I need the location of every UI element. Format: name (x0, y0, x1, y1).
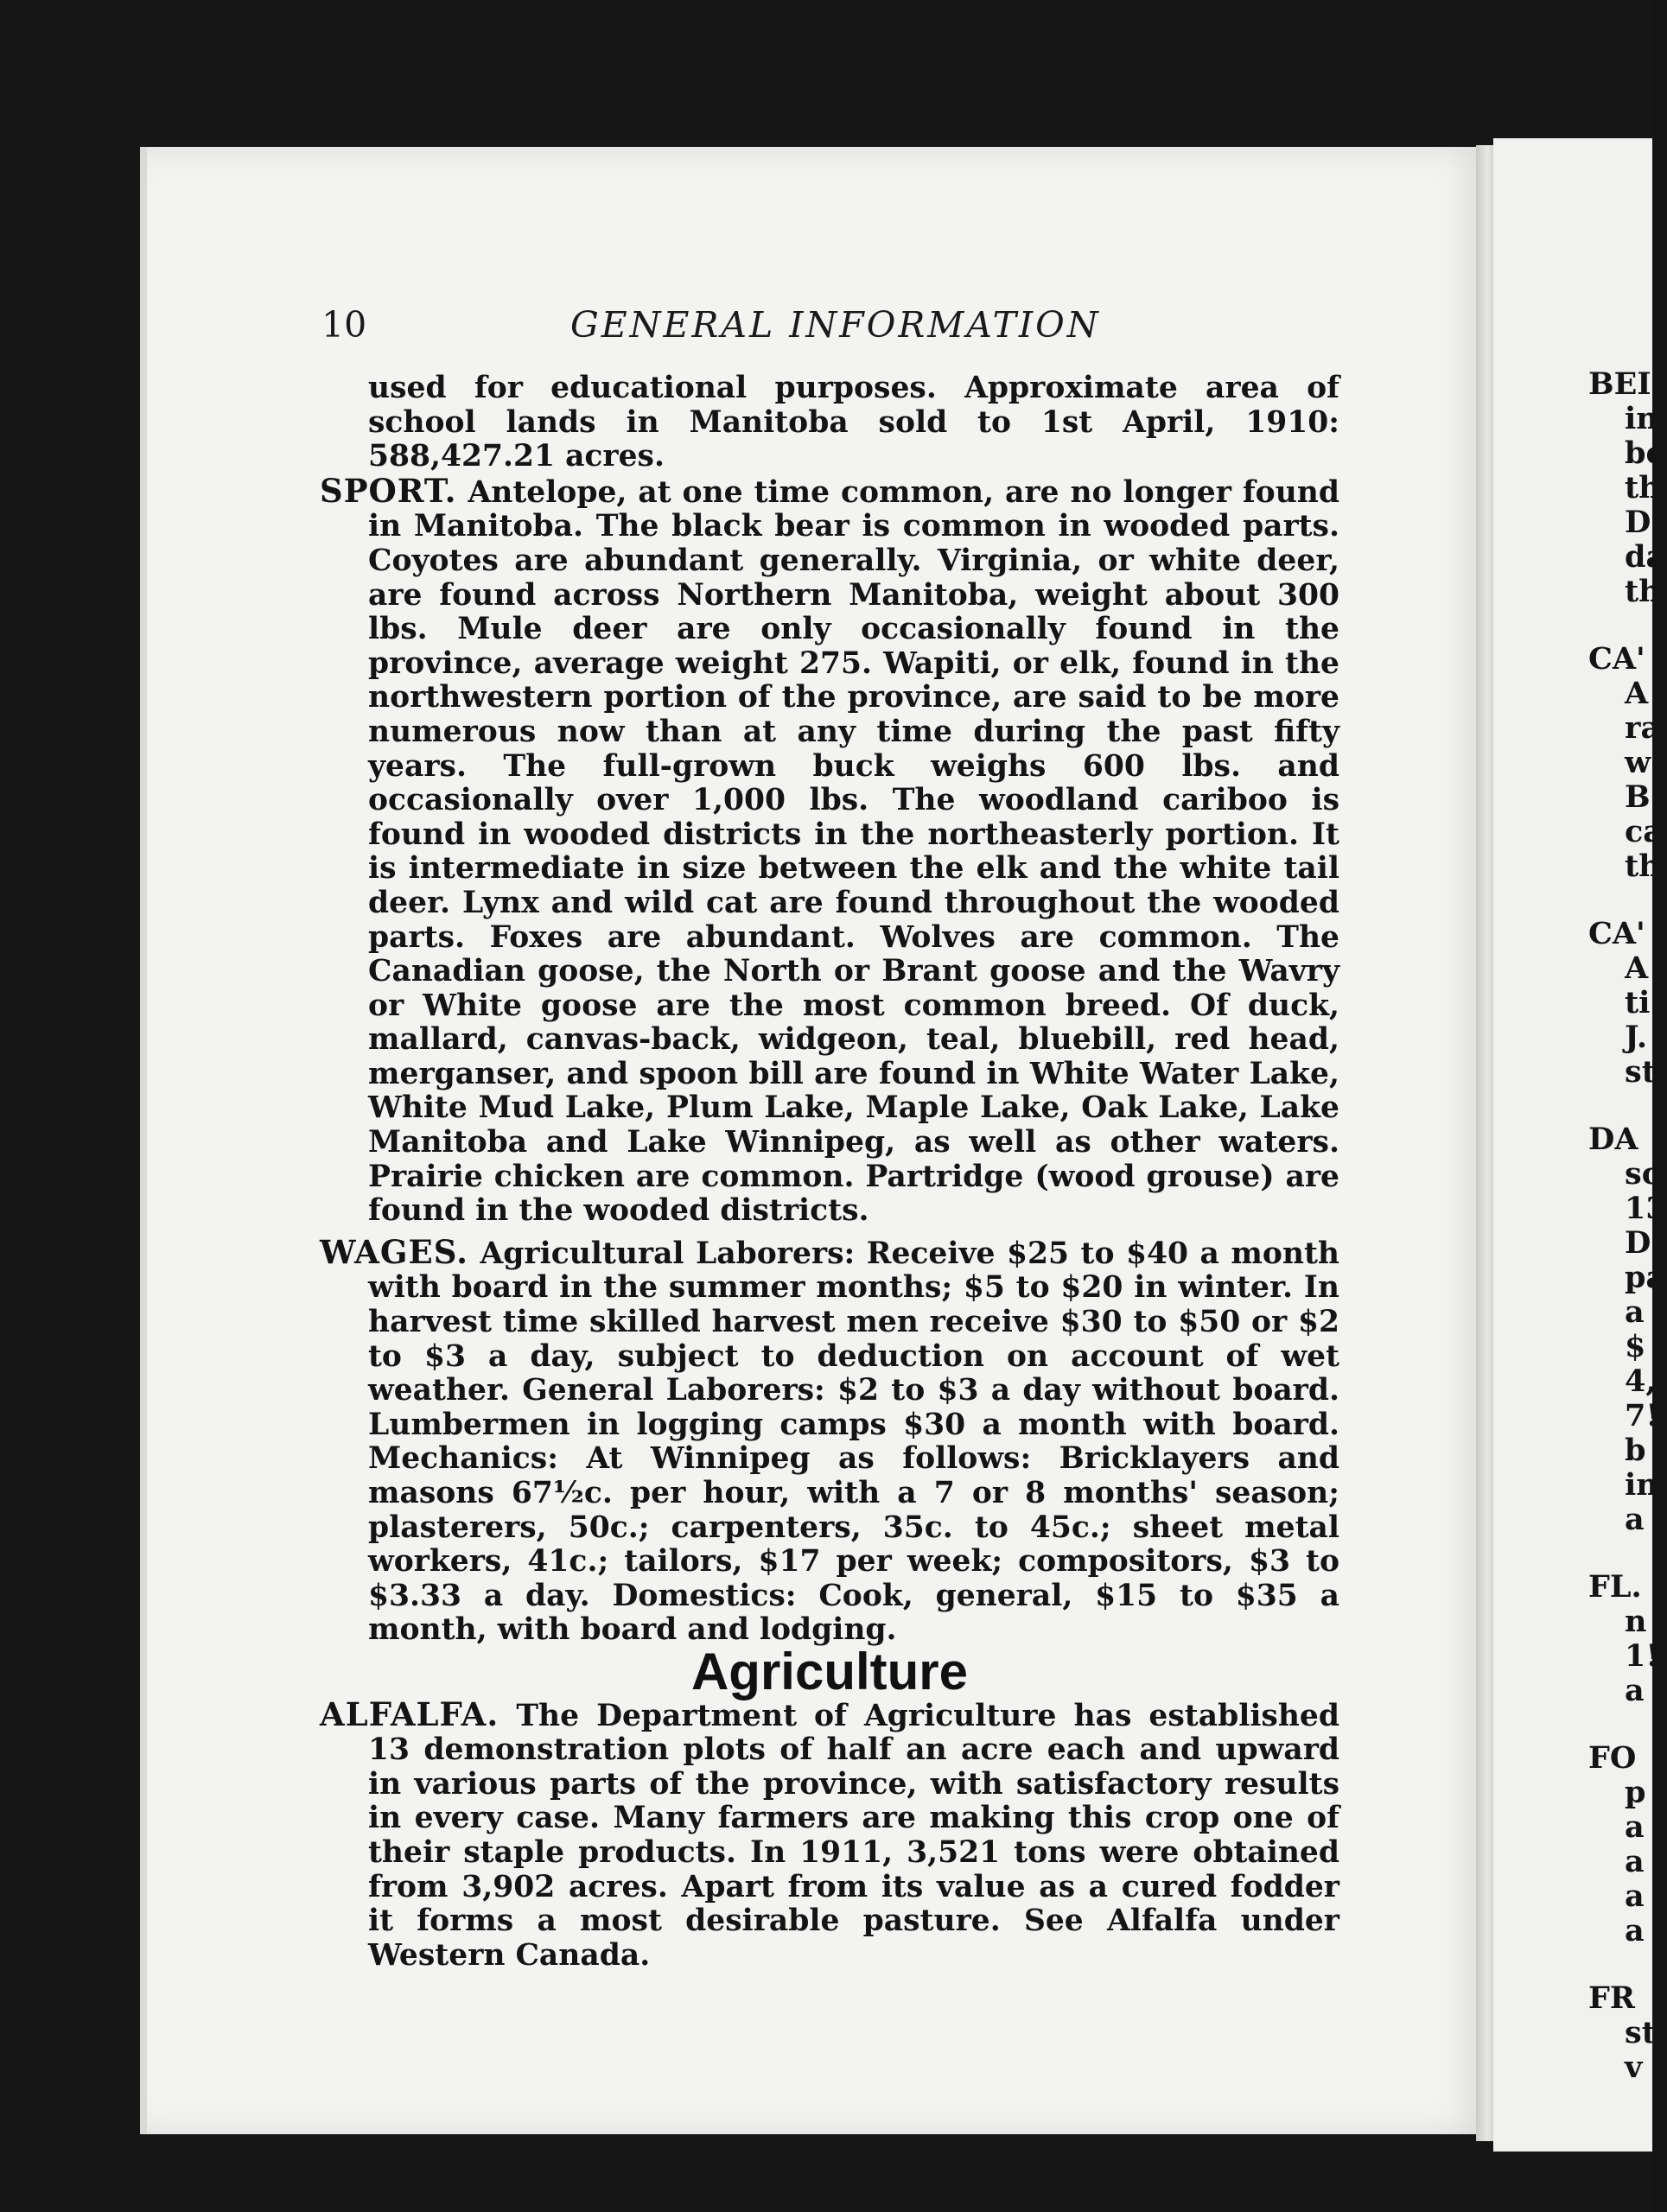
facing-fragment: D (1625, 505, 1651, 540)
facing-fragment: a (1625, 1913, 1645, 1948)
facing-fragment: a (1625, 1878, 1645, 1914)
page-number: 10 (321, 304, 367, 346)
sport-lead: SPORT. (320, 471, 457, 510)
sport-entry (320, 471, 1339, 1229)
domestics-text: Cook, general, $15 to $35 a month, with board and lodging. (368, 1578, 1340, 1648)
sport-text: Antelope, at one time common, are no longer found in Manitoba. The black bear is common in wooded parts. Coyotes are abundant generally. Virginia, or white deer, are found across Northern Manitoba, weight about 300 lbs. Mule deer are only occasionally found in the province, average weight 275. Wapiti, or elk, found in the northwestern portion of the province, are said to be more numerous now than at any time during the past fifty years. The full-grown buck weighs 600 lbs. and occasionally over 1,000 lbs. The woodland cariboo is found in wooded districts in the northeasterly portion. It is intermediate in size between the elk and the white tail deer. Lynx and wild cat are found throughout the wooded parts. Foxes are abundant. Wolves are common. The Canadian goose, the North or Brant goose and the Wavry or White goose are the most common breed. Of duck, mallard, canvas-back, widgeon, teal, bluebill, red head, merganser, and spoon bill are found in White Water Lake, White Mud Lake, Plum Lake, Maple Lake, Oak Lake, Lake Manitoba and Lake Winnipeg, as well as other waters. Prairie chicken are common. Partridge (wood grouse) are found in the wooded districts. (368, 474, 1339, 1229)
facing-fragment: B (1625, 779, 1651, 815)
facing-fragment: a (1625, 1502, 1645, 1537)
facing-fragment: da (1625, 539, 1666, 575)
facing-fragment: FO (1588, 1740, 1637, 1776)
facing-fragment: v (1625, 2050, 1643, 2085)
intro-paragraph (320, 372, 1339, 474)
facing-fragment: A (1625, 676, 1649, 711)
facing-fragment: A (1625, 950, 1649, 986)
facing-fragment: be (1625, 435, 1665, 471)
facing-fragment: BEI (1588, 366, 1651, 402)
page-header (311, 304, 1106, 356)
agri-laborers-text: Receive $25 to $40 a month with board in the summer months; $5 to $20 in winter. In harvest time skilled harvest men receive $30 to $50 or $2 to $3 a day, subject to deduction on account of wet weather. (368, 1236, 1340, 1408)
facing-fragment: 1! (1625, 1638, 1659, 1674)
facing-fragment: 13 (1625, 1191, 1667, 1226)
facing-fragment: n (1625, 1604, 1647, 1639)
general-laborers-label: General Laborers: (522, 1373, 825, 1408)
wages-lead: WAGES. (320, 1232, 468, 1271)
facing-fragment: CA' (1588, 916, 1645, 951)
facing-fragment: 4, (1625, 1363, 1657, 1399)
facing-fragment: st (1625, 1054, 1656, 1090)
lumbermen-label: Lumbermen (368, 1407, 570, 1442)
facing-fragment: st (1625, 2015, 1656, 2050)
facing-fragment: sc (1625, 1156, 1661, 1192)
facing-fragment: D (1625, 1225, 1651, 1261)
facing-fragment: ca (1625, 814, 1663, 849)
facing-fragment: a (1625, 1294, 1645, 1330)
wages-entry (320, 1232, 1340, 1648)
running-head: GENERAL INFORMATION (570, 304, 1101, 346)
facing-fragment: DA (1588, 1122, 1638, 1157)
facing-fragment: $ (1625, 1329, 1646, 1364)
facing-fragment: FR (1588, 1980, 1635, 2016)
facing-fragment: ra (1625, 710, 1661, 746)
alfalfa-lead: ALFALFA. (320, 1694, 499, 1733)
facing-fragment: CA' (1588, 641, 1645, 677)
facing-fragment: p (1625, 1775, 1646, 1810)
facing-fragment: w (1625, 745, 1651, 780)
page-body (320, 372, 1339, 1980)
agri-laborers-label: Agricultural Laborers: (480, 1236, 856, 1271)
mechanics-text: At Winnipeg as follows: Bricklayers and masons 67½c. per hour, with a 7 or 8 months' season; plasterers, 50c.; carpenters, 35c. to 45c.; sheet metal workers, 41c.; tailors, $17 per week; compositors, $3 to $3.33 a day. (368, 1441, 1340, 1613)
facing-fragment: 7! (1625, 1398, 1659, 1433)
facing-fragment: th (1625, 470, 1661, 505)
facing-fragment: a (1625, 1673, 1645, 1708)
facing-fragment: in (1625, 1467, 1658, 1503)
facing-fragment: pa (1625, 1260, 1666, 1295)
alfalfa-entry (320, 1694, 1340, 1974)
facing-fragment: a (1625, 1809, 1645, 1845)
facing-fragment: in (1625, 401, 1658, 436)
facing-fragment: ti (1625, 985, 1651, 1020)
intro-line-2: lands in Manitoba sold to 1st April, 1910: 588,427.21 acres. (368, 404, 1339, 474)
facing-fragment: a (1625, 1844, 1645, 1879)
domestics-label: Domestics: (612, 1578, 797, 1613)
facing-fragment: th (1625, 849, 1661, 884)
facing-fragment: FL. (1588, 1569, 1642, 1605)
alfalfa-text: The Department of Agriculture has established 13 demonstration plots of half an acre each and upward in various parts of the province, with satisfactory results in every case. Many farmers are making this crop one of their staple products. In 1911, 3,521 tons were obtained from 3,902 acres. Apart from its value as a cured fodder it forms a most desirable pasture. See Alfalfa under Western Canada. (368, 1698, 1340, 1973)
lumbermen-text: in logging camps $30 a month with board. (586, 1407, 1339, 1442)
general-laborers-text: $2 to $3 a day without board. (837, 1373, 1339, 1408)
facing-fragment: b (1625, 1433, 1646, 1468)
facing-fragment: J. (1625, 1020, 1648, 1055)
section-heading: Agriculture (690, 1642, 969, 1700)
mechanics-label: Mechanics: (368, 1441, 558, 1477)
intro-line-1: used for educational purposes. Approximate area of school (368, 371, 1339, 440)
facing-page-fragments (1588, 366, 1667, 2085)
facing-fragment: th (1625, 574, 1661, 609)
